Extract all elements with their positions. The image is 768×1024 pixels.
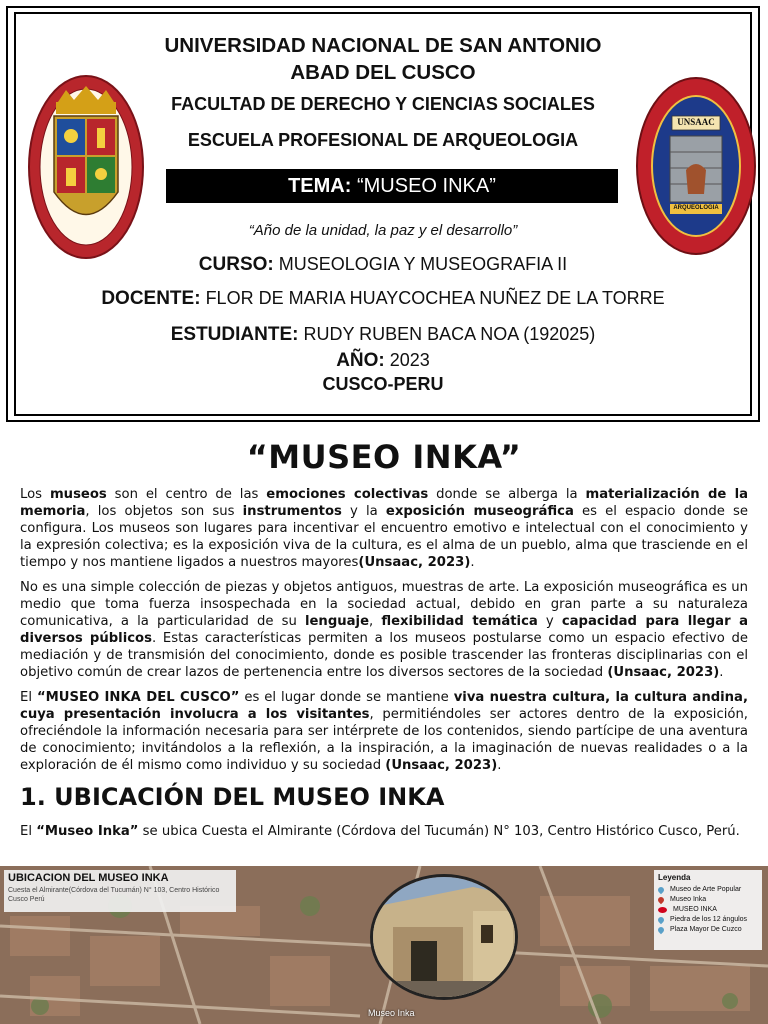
p1-text: . [470, 555, 475, 570]
p2-text: . Estas características permiten a los museos postularse como un espacio efectivo de mediación y de transmisión del conocimiento, donde es posible trascender las fronteras disciplinarias con el objetivo común de crear lazos de pertenencia entre los diversos sectores de la sociedad [20, 631, 748, 680]
year-value: 2023 [389, 350, 430, 370]
p3-citation: (Unsaac, 2023) [385, 758, 498, 773]
legend-item [658, 915, 758, 924]
tema-label: TEMA: [288, 175, 352, 197]
map-pin-icon [657, 925, 665, 933]
legend-item [658, 885, 758, 894]
p1-text: Los [20, 487, 50, 502]
student-label: ESTUDIANTE: [170, 324, 299, 345]
map-pin-label: Museo Inka [368, 1008, 415, 1018]
map-title-box [4, 870, 236, 912]
map-subtitle: Cuesta el Almirante(Córdova del Tucumán) N° 103, Centro Histórico Cusco Perú [8, 887, 220, 903]
p4-bold: “Museo Inka” [36, 824, 139, 839]
p1-bold: instrumentos [242, 504, 342, 519]
legend-item [658, 895, 758, 904]
legend-label: Museo Inka [670, 896, 707, 903]
p4-text: se ubica Cuesta el Almirante (Córdova del Tucumán) N° 103, Centro Histórico Cusco, Perú. [138, 824, 740, 839]
p1-bold: exposición museográfica [385, 504, 574, 519]
document-title: “MUSEO INKA” [246, 438, 522, 476]
student-value: RUDY RUBEN BACA NOA (192025) [303, 324, 596, 344]
section-heading: 1. UBICACIÓN DEL MUSEO INKA [20, 783, 445, 811]
p3-bold: “MUSEO INKA DEL CUSCO” [36, 690, 240, 705]
p4-text: El [20, 824, 37, 839]
student-line [16, 324, 750, 346]
body-text [20, 486, 748, 782]
polygon-marker-icon [658, 907, 667, 913]
p1-text: es el espacio donde se configura. Los museos son lugares para incentivar el encuentro emotivo e intelectual con el conocimiento y la expresión colectiva; es la exposición viva de la cultura, es el alma de un pueblo, alma que trasciende en el tiempo y nos mantiene ligados a nuestros mayores [20, 504, 749, 570]
university-name-line2: ABAD DEL CUSCO [290, 61, 476, 84]
legend-label: MUSEO INKA [673, 906, 717, 913]
p3-text: , permitiéndoles ser actores dentro de la exposición, ofreciéndole la información necesaria para ser intérprete de los contenidos, siendo partícipe de una aventura de conocimiento; invitándolos a la reflexión, a la inspiración, a la imaginación de nuevas realidades o a la exploración de él mismo como individuo y su sociedad [20, 707, 748, 773]
course-label: CURSO: [198, 254, 274, 275]
legend-label: Museo de Arte Popular [670, 886, 742, 893]
city-line: CUSCO-PERU [322, 374, 444, 394]
p2-bold: capacidad para llegar a diversos públicos [20, 614, 748, 646]
map-pin-icon [657, 885, 665, 893]
p1-text: y la [341, 504, 386, 519]
tema-value: “MUSEO INKA” [356, 175, 496, 197]
paragraph-3 [20, 689, 748, 774]
legend-item [658, 905, 758, 914]
p2-text: No es una simple colección de piezas y objetos antiguos, muestras de arte. La exposición museográfica es un medio que toma fuerza insospechada en la sociedad actual, debido en gran parte a su naturaleza comunicativa, a la particularidad de su [20, 580, 748, 629]
course-value: MUSEOLOGIA Y MUSEOGRAFIA II [278, 254, 568, 274]
p2-text: y [537, 614, 562, 629]
p1-citation: (Unsaac, 2023) [358, 555, 471, 570]
p3-bold: viva nuestra cultura, la cultura andina, cuya presentación involucra a los visitantes [20, 690, 748, 722]
p1-text: , los objetos son sus [85, 504, 243, 519]
p2-citation: (Unsaac, 2023) [607, 665, 720, 680]
year-label: AÑO: [336, 350, 385, 371]
p1-text: son el centro de las [106, 487, 267, 502]
seal-band-text: ARQUEOLOGIA [673, 205, 719, 211]
paragraph-2 [20, 579, 748, 681]
p1-bold: museos [49, 487, 107, 502]
location-text [20, 823, 748, 848]
teacher-line [16, 288, 750, 310]
teacher-label: DOCENTE: [101, 288, 201, 309]
p3-text: . [497, 758, 502, 773]
paragraph-1 [20, 486, 748, 571]
p2-bold: flexibilidad temática [381, 614, 538, 629]
year-motto: “Año de la unidad, la paz y el desarrollo” [248, 222, 518, 239]
tema-bar [166, 169, 618, 203]
p2-bold: lenguaje [304, 614, 370, 629]
p2-text: , [369, 614, 382, 629]
p1-bold: materialización de la memoria [20, 487, 749, 519]
university-name-line1: UNIVERSIDAD NACIONAL DE SAN ANTONIO [164, 34, 602, 57]
cover-page [6, 6, 760, 422]
teacher-value: FLOR DE MARIA HUAYCOCHEA NUÑEZ DE LA TORRE [205, 288, 665, 308]
legend-label: Piedra de los 12 ángulos [670, 916, 748, 923]
map-pin-icon [657, 915, 665, 923]
museum-photo [370, 874, 518, 1000]
p1-bold: emociones colectivas [266, 487, 429, 502]
seal-badge-text: UNSAAC [677, 117, 715, 127]
p3-text: es el lugar donde se mantiene [239, 690, 454, 705]
legend-item [658, 925, 758, 934]
map-legend [654, 870, 762, 950]
faculty-name: FACULTAD DE DERECHO Y CIENCIAS SOCIALES [171, 94, 595, 114]
legend-label: Plaza Mayor De Cuzco [670, 926, 742, 933]
p3-text: El [20, 690, 37, 705]
paragraph-4 [20, 823, 748, 840]
year-line [16, 350, 750, 372]
location-map [0, 866, 768, 1024]
course-line [16, 254, 750, 276]
map-title: UBICACION DEL MUSEO INKA [8, 872, 169, 884]
map-pin-icon [657, 895, 665, 903]
p2-text: . [719, 665, 724, 680]
cover-inner-border [14, 12, 752, 416]
p1-text: donde se alberga la [428, 487, 586, 502]
legend-title: Leyenda [658, 873, 691, 882]
school-name: ESCUELA PROFESIONAL DE ARQUEOLOGIA [187, 130, 579, 150]
